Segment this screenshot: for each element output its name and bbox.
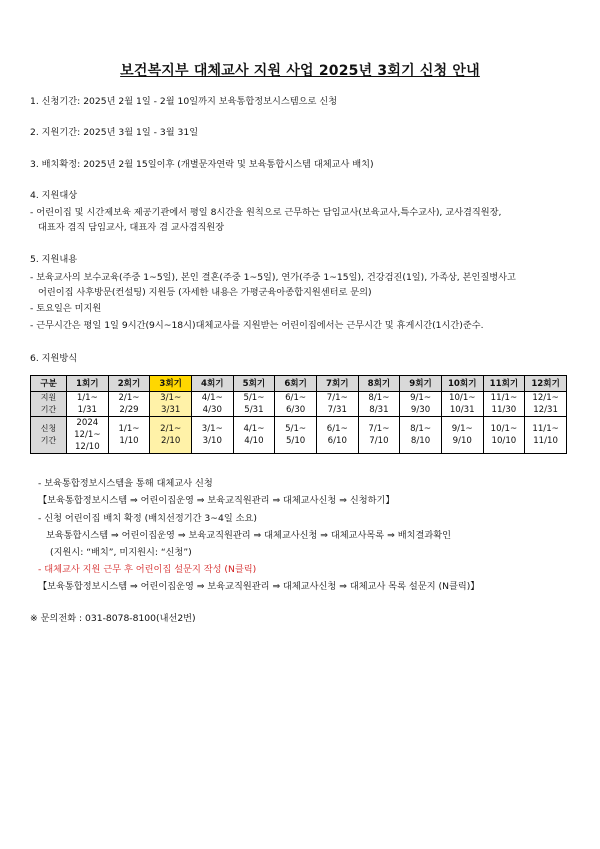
support-period-label: 지원 기간: [31, 392, 67, 417]
support-period: 2. 지원기간: 2025년 3월 1일 - 3월 31일: [30, 127, 199, 138]
support-cell: 5/1~ 5/31: [233, 392, 275, 417]
support-cell: 10/1~ 10/31: [441, 392, 483, 417]
support-cell: 1/1~ 1/31: [67, 392, 109, 417]
contact-phone: ※ 문의전화 : 031-8078-8100(내선2번): [30, 613, 196, 624]
content-heading: 5. 지원내용: [30, 254, 78, 265]
apply-cell-highlighted: 2/1~ 2/10: [150, 417, 192, 454]
apply-cell: 1/1~ 1/10: [108, 417, 150, 454]
content-line-2: 어린이집 사후방문(컨설팅) 지원등 (자세한 내용은 가평군육아종합지원센터로 문의): [38, 287, 372, 298]
placement-confirmation: 3. 배치확정: 2025년 2월 15일이후 (개별문자연락 및 보육통합시스템 대체교사 배치): [30, 159, 374, 170]
round-header: 7회기: [316, 376, 358, 392]
target-line-2: 대표자 겸직 담임교사, 대표자 겸 교사겸직원장: [38, 222, 225, 233]
apply-cell: 2024 12/1~ 12/10: [67, 417, 109, 454]
support-cell: 7/1~ 7/31: [316, 392, 358, 417]
apply-cell: 7/1~ 7/10: [358, 417, 400, 454]
apply-cell: 10/1~ 10/10: [483, 417, 525, 454]
table-header-row: [31, 376, 567, 392]
support-cell: 9/1~ 9/30: [400, 392, 442, 417]
apply-cell: 3/1~ 3/10: [191, 417, 233, 454]
table-corner-cell: 구분: [31, 376, 67, 392]
support-cell: 2/1~ 2/29: [108, 392, 150, 417]
round-header: 2회기: [108, 376, 150, 392]
apply-cell: 8/1~ 8/10: [400, 417, 442, 454]
schedule-table: [30, 375, 567, 454]
support-period-row: [31, 392, 567, 417]
content-line-1: - 보육교사의 보수교육(주중 1~5일), 본인 결혼(주중 1~5일), 연가(주중 1~15일), 건강검진(1일), 가족상, 본인질병사고: [30, 272, 516, 283]
apply-period-label: 신청 기간: [31, 417, 67, 454]
application-period: 1. 신청기간: 2025년 2월 1일 - 2월 10일까지 보육통합정보시스템으로 신청: [30, 96, 338, 107]
target-heading: 4. 지원대상: [30, 190, 78, 201]
round-header: 10회기: [441, 376, 483, 392]
content-line-3: - 토요일은 미지원: [30, 303, 102, 314]
apply-cell: 11/1~ 11/10: [525, 417, 567, 454]
round-header: 6회기: [275, 376, 317, 392]
apply-cell: 6/1~ 6/10: [316, 417, 358, 454]
page-title: 보건복지부 대체교사 지원 사업 2025년 3회기 신청 안내: [120, 63, 480, 79]
support-cell: 11/1~ 11/30: [483, 392, 525, 417]
support-cell: 8/1~ 8/31: [358, 392, 400, 417]
support-cell-highlighted: 3/1~ 3/31: [150, 392, 192, 417]
step-c-line-1: - 대체교사 지원 근무 후 어린이집 설문지 작성 (N클릭): [38, 564, 257, 575]
step-a-line-1: - 보육통합정보시스템을 통해 대체교사 신청: [38, 478, 213, 489]
step-b-line-1: - 신청 어린이집 배치 확정 (배치선정기간 3~4일 소요): [38, 513, 257, 524]
support-cell: 4/1~ 4/30: [191, 392, 233, 417]
content-line-4: - 근무시간은 평일 1일 9시간(9시~18시)대체교사를 지원받는 어린이집에서는 근무시간 및 휴게시간(1시간)준수.: [30, 320, 484, 331]
method-heading: 6. 지원방식: [30, 353, 78, 364]
round-header: 1회기: [67, 376, 109, 392]
round-header: 11회기: [483, 376, 525, 392]
step-b-line-3: (지원시: “배치”, 미지원시: “신청”): [50, 547, 192, 558]
apply-period-row: [31, 417, 567, 454]
round-header: 8회기: [358, 376, 400, 392]
support-cell: 6/1~ 6/30: [275, 392, 317, 417]
support-cell: 12/1~ 12/31: [525, 392, 567, 417]
round-header-highlighted: 3회기: [150, 376, 192, 392]
apply-cell: 9/1~ 9/10: [441, 417, 483, 454]
step-c-line-2: 【보육통합정보시스템 ⇒ 어린이집운영 ⇒ 보육교직원관리 ⇒ 대체교사신청 ⇒ 대체교사 목록 설문지 (N클릭)】: [38, 581, 480, 592]
target-line-1: - 어린이집 및 시간제보육 제공기관에서 평일 8시간을 원칙으로 근무하는 담임교사(보육교사,특수교사), 교사겸직원장,: [30, 207, 502, 218]
round-header: 5회기: [233, 376, 275, 392]
step-b-line-2: 보육통합시스템 ⇒ 어린이집운영 ⇒ 보육교직원관리 ⇒ 대체교사신청 ⇒ 대체교사목록 ⇒ 배치결과확인: [46, 530, 451, 541]
apply-cell: 5/1~ 5/10: [275, 417, 317, 454]
round-header: 9회기: [400, 376, 442, 392]
round-header: 4회기: [191, 376, 233, 392]
step-a-line-2: 【보육통합정보시스템 ⇒ 어린이집운영 ⇒ 보육교직원관리 ⇒ 대체교사신청 ⇒ 신청하기】: [38, 495, 395, 506]
round-header: 12회기: [525, 376, 567, 392]
apply-cell: 4/1~ 4/10: [233, 417, 275, 454]
